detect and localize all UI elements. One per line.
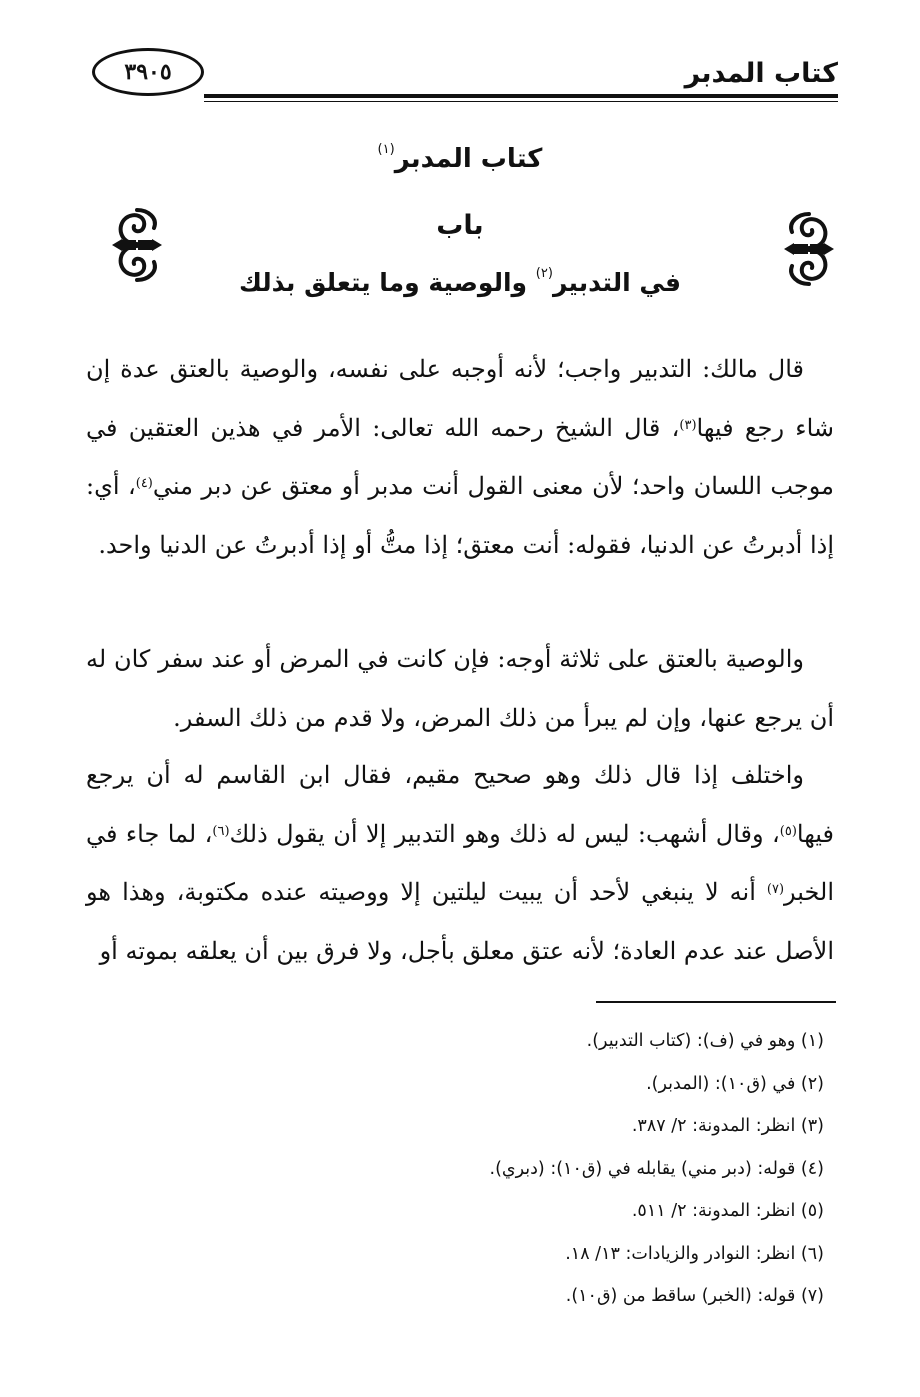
text-run: قال مالك: التدبير واجب؛ لأنه أوجبه على نفسه، والوصية بالعتق عدة إن شاء رجع فيها: [86, 355, 834, 442]
text-run: ، لما جاء في الخبر: [86, 819, 834, 906]
running-title: كتاب المدبر: [684, 58, 838, 89]
footnote-ref[interactable]: (١): [377, 142, 395, 157]
chapter-title-a: في التدبير: [552, 268, 682, 297]
footnote-ref[interactable]: (٣): [679, 417, 697, 433]
footnote-ref[interactable]: (٧): [766, 882, 785, 897]
footnote-item: (٥) انظر: المدونة: ٢/ ٥١١.: [631, 1201, 824, 1221]
book-title: [0, 144, 920, 174]
footnote-item: (٤) قوله: (دبر مني) يقابله في (ق١٠): (دبري).: [489, 1158, 824, 1179]
text-run: ، أي: إذا أدبرتُ عن الدنيا، فقوله: أنت معتق؛ إذا متُّ أو إذا أدبرتُ عن الدنيا واحد.: [86, 472, 834, 559]
chapter-title-b: والوصية وما يتعلق بذلك: [238, 268, 536, 297]
text-run: ، قال الشيخ رحمه الله تعالى: الأمر في هذين العتقين في موجب اللسان واحد؛ لأن معنى القول أنت مدبر أو معتق عن دبر مني: [86, 413, 834, 500]
page-header: [92, 40, 838, 102]
scroll-ornament-icon: [108, 204, 166, 286]
paragraph-2: والوصية بالعتق على ثلاثة أوجه: فإن كانت في المرض أو عند سفر كان له أن يرجع عنها، وإن لم يبرأ من ذلك المرض، ولا قدم من ذلك السفر.: [86, 645, 834, 732]
footnote-ref[interactable]: (٢): [535, 266, 553, 281]
footnote-ref[interactable]: (٤): [135, 476, 153, 491]
header-rule-thick: [204, 94, 838, 98]
book-title-text: كتاب المدبر: [394, 144, 543, 174]
footnote-ref[interactable]: (٥): [779, 823, 797, 839]
footnote-ref[interactable]: (٦): [212, 823, 230, 839]
text-run: أنه لا ينبغي لأحد أن يبيت ليلتين إلا ووصيته عنده مكتوبة، وهذا هو الأصل عند عدم العادة؛ لأنه عتق معلق بأجل، ولا فرق بين أن يعلقه بموته أو: [86, 878, 834, 965]
footnote-item: (٢) في (ق١٠): (المدبر).: [646, 1073, 824, 1094]
footnote-item: (٧) قوله: (الخبر) ساقط من (ق١٠).: [565, 1286, 824, 1306]
text-run: ، وقال أشهب: ليس له ذلك وهو التدبير إلا أن يقول ذلك: [229, 819, 780, 848]
footnote-item: (١) وهو في (ف): (كتاب التدبير).: [586, 1031, 824, 1051]
header-rule-thin: [204, 101, 838, 102]
chapter-word: باب: [436, 210, 484, 241]
footnote-item: (٣) انظر: المدونة: ٢/ ٣٨٧.: [631, 1116, 824, 1136]
footnote-list: [490, 1020, 824, 1318]
scroll-ornament-icon: [780, 208, 838, 290]
text-run: واختلف إذا قال ذلك وهو صحيح مقيم، فقال ابن القاسم له أن يرجع فيها: [86, 761, 835, 848]
paragraph-1: [86, 340, 834, 574]
page-number: ٣٩٠٥: [92, 48, 204, 96]
footnote-item: (٦) انظر: النوادر والزيادات: ١٣/ ١٨.: [565, 1243, 824, 1264]
paragraph-3: [86, 746, 834, 980]
footnote-divider: [596, 1001, 836, 1003]
